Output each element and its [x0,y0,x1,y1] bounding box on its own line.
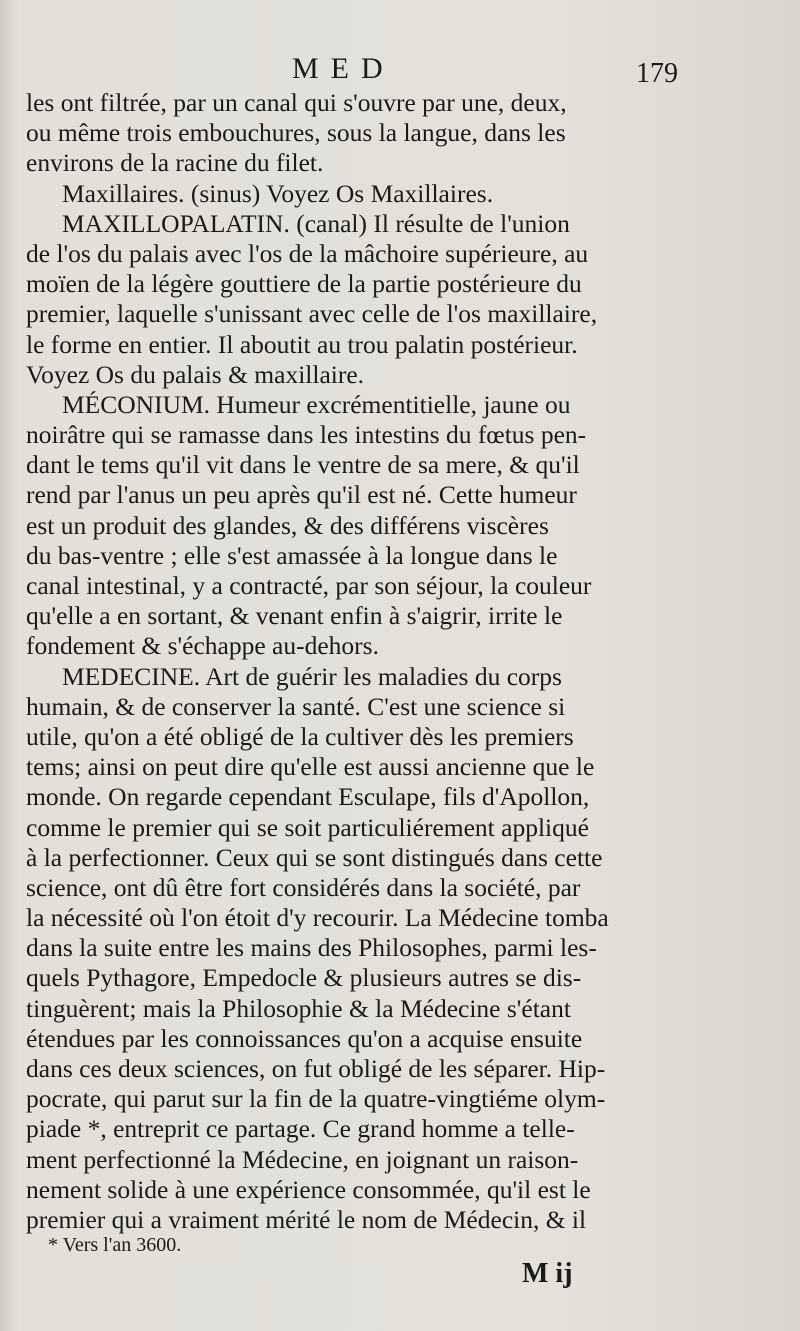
text-line: tems; ainsi on peut dire qu'elle est aussi ancienne que le [26,752,595,782]
text-line: qu'elle a en sortant, & venant enfin à s'aigrir, irrite le [26,601,563,631]
text-line: ment perfectionné la Médecine, en joignant un raison- [26,1144,579,1174]
text-line: dant le tems qu'il vit dans le ventre de sa mere, & qu'il [26,450,580,480]
entry-medecine: MEDECINE. Art de guérir les maladies du corps [62,661,562,691]
text-line: le forme en entier. Il aboutit au trou palatin postérieur. [26,329,578,359]
text-line: noirâtre qui se ramasse dans les intestins du fœtus pen- [26,420,587,450]
text-line: science, ont dû être fort considérés dans la société, par [26,872,581,902]
text-line: utile, qu'on a été obligé de la cultiver dès les premiers [26,721,574,751]
text-line: étendues par les connoissances qu'on a acquise ensuite [26,1023,583,1053]
text-line: piade *, entreprit ce partage. Ce grand homme a telle- [26,1114,575,1144]
text-line: est un produit des glandes, & des différens viscères [26,510,549,540]
text-line: ou même trois embouchures, sous la langue, dans les [26,118,566,148]
text-line: quels Pythagore, Empedocle & plusieurs autres se dis- [26,963,582,993]
body-text [26,88,688,1235]
running-head: MED [292,52,395,85]
signature-mark: M ij [522,1258,573,1289]
text-line: premier qui a vraiment mérité le nom de Médecin, & il [26,1204,587,1234]
page-header [0,50,800,90]
text-line: canal intestinal, y a contracté, par son séjour, la couleur [26,571,592,600]
text-line: de l'os du palais avec l'os de la mâchoire supérieure, au [26,238,589,268]
text-line: Voyez Os du palais & maxillaire. [26,359,365,389]
text-line: dans ces deux sciences, on fut obligé de les séparer. Hip- [26,1054,606,1083]
text-line: les ont filtrée, par un canal qui s'ouvre par une, deux, [26,88,567,117]
text-line: tinguèrent; mais la Philosophie & la Médecine s'étant [26,993,571,1023]
text-line: humain, & de conserver la santé. C'est une science si [26,691,566,721]
page-number: 179 [636,58,678,89]
entry-maxillopalatin: MAXILLOPALATIN. (canal) Il résulte de l'union [62,208,570,238]
entry-meconium: MÉCONIUM. Humeur excrémentitielle, jaune ou [62,389,571,419]
text-line: dans la suite entre les mains des Philosophes, parmi les- [26,933,597,963]
text-line: nement solide à une expérience consommée, qu'il est le [26,1174,591,1204]
footnote: * Vers l'an 3600. [48,1234,182,1256]
entry-maxillaires: Maxillaires. (sinus) Voyez Os Maxillaires. [62,178,494,208]
text-line: premier, laquelle s'unissant avec celle de l'os maxillaire, [26,299,598,329]
text-line: pocrate, qui parut sur la fin de la quatre-vingtiéme olym- [26,1084,606,1114]
text-line: rend par l'anus un peu après qu'il est né. Cette humeur [26,480,577,510]
text-line: environs de la racine du filet. [26,148,324,178]
text-line: à la perfectionner. Ceux qui se sont distingués dans cette [26,842,603,872]
text-line: du bas-ventre ; elle s'est amassée à la longue dans le [26,540,558,570]
text-line: fondement & s'échappe au-dehors. [26,631,379,661]
text-line: moïen de la légère gouttiere de la partie postérieure du [26,269,582,299]
text-line: la nécessité où l'on étoit d'y recourir. La Médecine tomba [26,903,609,933]
text-line: comme le premier qui se soit particuliérement appliqué [26,812,589,842]
text-line: monde. On regarde cependant Esculape, fils d'Apollon, [26,782,590,812]
